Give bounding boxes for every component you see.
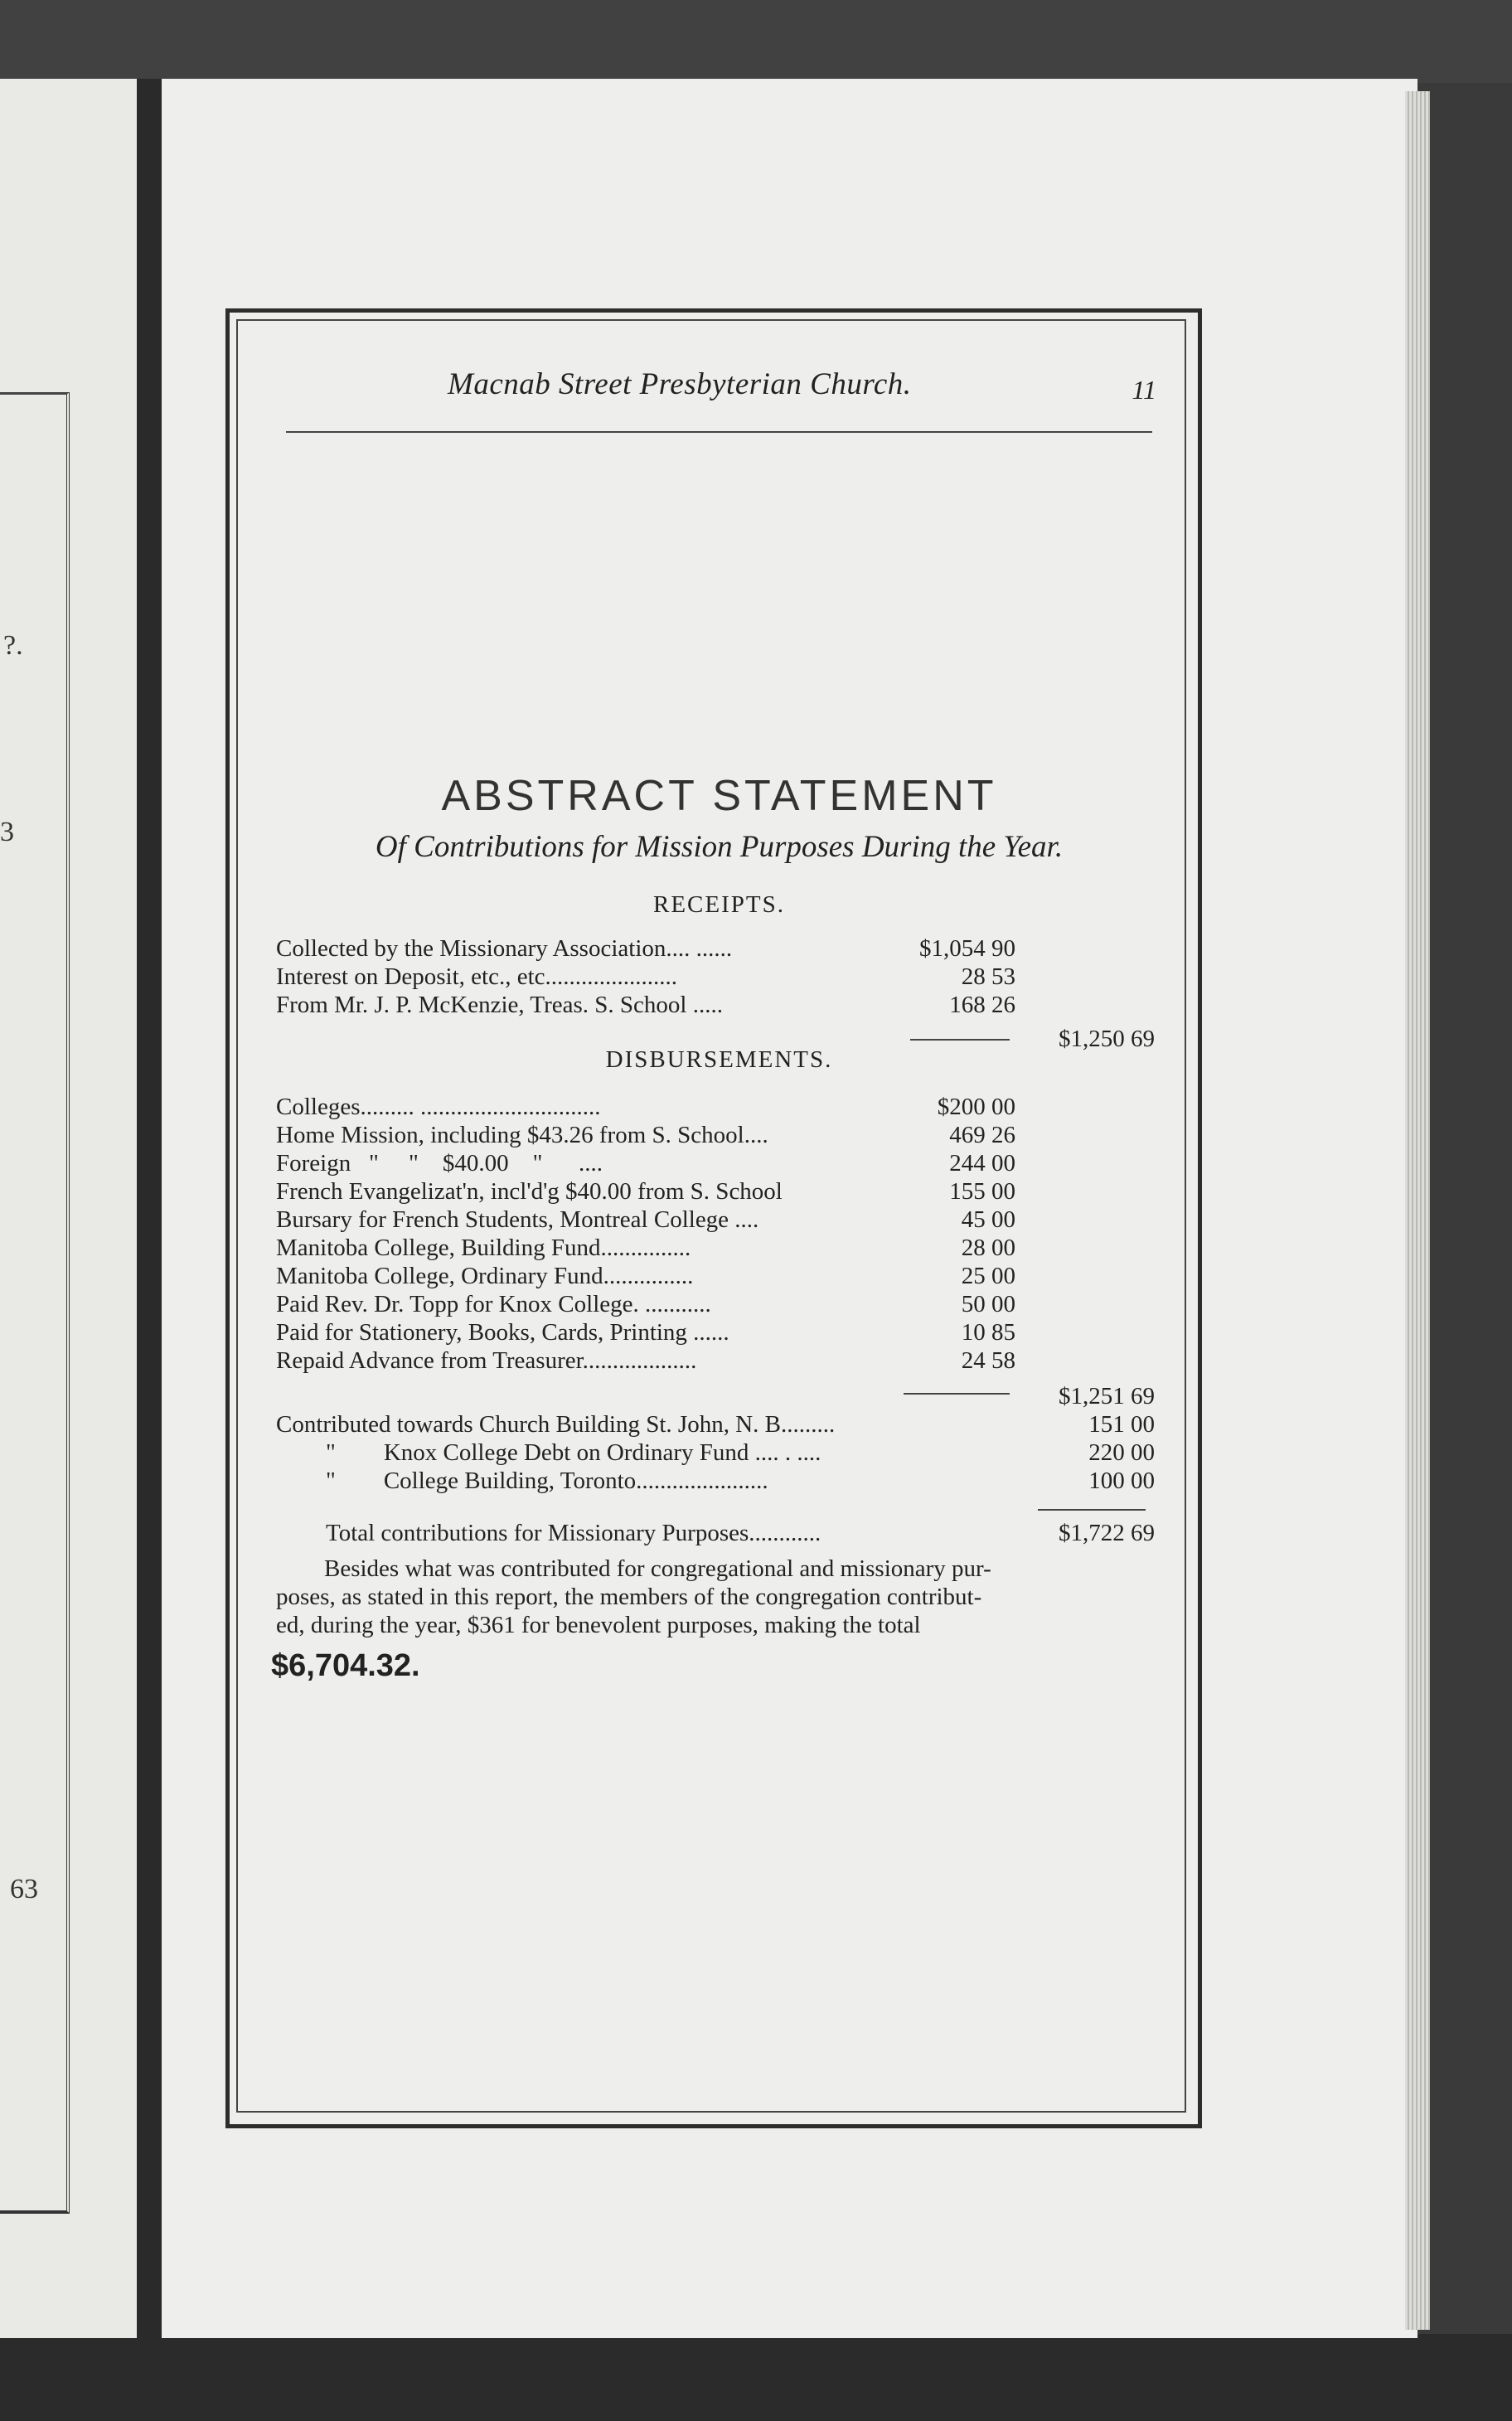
church-building-label: Contributed towards Church Building St. John, N. B.........: [276, 1411, 836, 1438]
disbursement-label: Repaid Advance from Treasurer...................: [276, 1347, 697, 1374]
receipt-row: [276, 963, 1155, 991]
disbursements-total: $1,251 69: [1059, 1383, 1155, 1409]
left-page-frame: [0, 392, 70, 2214]
church-building-row: [276, 1410, 1155, 1439]
disbursement-amount: 50 00: [961, 1291, 1015, 1317]
receipt-amount: 168 26: [949, 992, 1015, 1018]
total-contributions-amount: $1,722 69: [1059, 1520, 1155, 1546]
receipt-row: [276, 934, 1155, 963]
disbursement-label: Home Mission, including $43.26 from S. School....: [276, 1122, 768, 1148]
disbursement-label: Foreign " " $40.00 " ....: [276, 1150, 603, 1177]
left-page-number-fragment: 3: [0, 817, 14, 847]
church-building-row: [276, 1439, 1155, 1467]
disbursement-label: Paid Rev. Dr. Topp for Knox College. ...........: [276, 1291, 711, 1317]
receipt-row: [276, 991, 1155, 1019]
disbursement-amount: 469 26: [949, 1122, 1015, 1148]
disbursement-amount: 28 00: [961, 1235, 1015, 1261]
disbursement-label: Bursary for French Students, Montreal College ....: [276, 1206, 759, 1233]
receipt-amount: $1,054 90: [919, 935, 1015, 962]
statement-title: ABSTRACT STATEMENT: [441, 772, 997, 820]
disbursements-heading: DISBURSEMENTS.: [605, 1046, 833, 1073]
scan-background-top: [0, 0, 1512, 83]
disbursement-row: [276, 1290, 1155, 1318]
scan-background-bottom: [0, 2334, 1512, 2421]
church-building-label: " College Building, Toronto......................: [326, 1468, 768, 1494]
church-building-amount: 151 00: [1088, 1411, 1155, 1438]
disbursement-amount: 24 58: [961, 1347, 1015, 1374]
closing-note: [276, 1555, 1146, 1639]
receipt-label: From Mr. J. P. McKenzie, Treas. S. School .....: [276, 992, 723, 1018]
disbursement-label: Colleges......... ..............................: [276, 1094, 601, 1120]
note-line: ed, during the year, $361 for benevolent purposes, making the total: [276, 1612, 921, 1638]
note-line: Besides what was contributed for congregational and missionary pur-: [324, 1555, 991, 1582]
church-building-amount: 100 00: [1088, 1468, 1155, 1494]
disbursement-row: [276, 1149, 1155, 1177]
statement-subtitle: Of Contributions for Mission Purposes During the Year.: [375, 830, 1064, 864]
grand-total-stamp: $6,704.32.: [271, 1648, 420, 1683]
disbursement-label: Manitoba College, Building Fund...............: [276, 1235, 691, 1261]
church-building-label: " Knox College Debt on Ordinary Fund .... . ....: [326, 1439, 821, 1466]
disbursement-row: [276, 1318, 1155, 1346]
total-rule: [1038, 1509, 1146, 1511]
disbursement-row: [276, 1346, 1155, 1375]
book-spine: [137, 79, 162, 2338]
disbursement-label: Paid for Stationery, Books, Cards, Printing ......: [276, 1319, 729, 1346]
receipt-label: Interest on Deposit, etc., etc......................: [276, 963, 678, 990]
disbursement-row: [276, 1234, 1155, 1262]
left-page-mark: ?.: [3, 630, 23, 661]
disbursement-row: [276, 1093, 1155, 1121]
receipts-total: $1,250 69: [1059, 1026, 1155, 1052]
note-line: poses, as stated in this report, the members of the congregation contribut-: [276, 1584, 982, 1610]
running-header: [286, 357, 1156, 433]
left-page-number: 63: [10, 1874, 38, 1904]
disbursement-label: French Evangelizat'n, incl'd'g $40.00 from S. School: [276, 1178, 783, 1205]
receipts-heading: RECEIPTS.: [653, 891, 785, 918]
disbursement-label: Manitoba College, Ordinary Fund...............: [276, 1263, 694, 1289]
church-building-row: [276, 1467, 1155, 1495]
left-page-fragment: [0, 79, 137, 2338]
church-building-amount: 220 00: [1088, 1439, 1155, 1466]
disbursement-row: [276, 1206, 1155, 1234]
disbursement-amount: 25 00: [961, 1263, 1015, 1289]
disbursement-amount: 45 00: [961, 1206, 1015, 1233]
disbursement-amount: 10 85: [961, 1319, 1015, 1346]
disbursement-amount: 155 00: [949, 1178, 1015, 1205]
disbursement-row: [276, 1177, 1155, 1206]
disbursement-row: [276, 1121, 1155, 1149]
page-number: 11: [1132, 375, 1156, 405]
disbursement-amount: $200 00: [937, 1094, 1015, 1120]
receipt-label: Collected by the Missionary Association.... ......: [276, 935, 733, 962]
grand-contributions-row: [276, 1519, 1155, 1547]
running-title: Macnab Street Presbyterian Church.: [448, 367, 912, 401]
disbursements-total-row: [276, 1382, 1155, 1410]
disbursement-amount: 244 00: [949, 1150, 1015, 1177]
total-contributions-label: Total contributions for Missionary Purposes............: [326, 1520, 821, 1546]
receipt-amount: 28 53: [961, 963, 1015, 990]
disbursement-row: [276, 1262, 1155, 1290]
page-edges: [1405, 91, 1430, 2330]
